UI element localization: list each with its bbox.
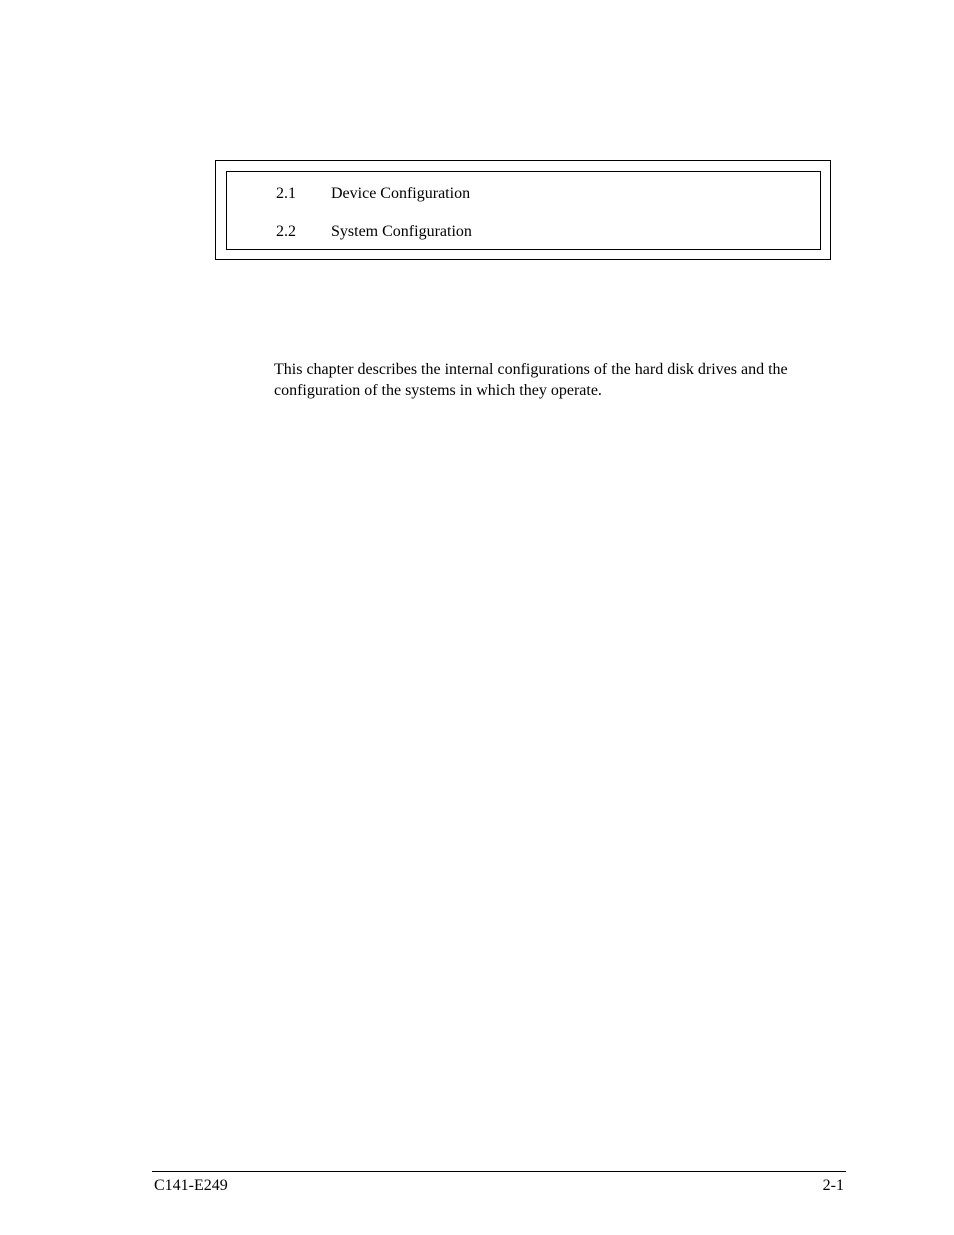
- footer-page-number: 2-1: [822, 1177, 844, 1194]
- toc-item-number: 2.1: [276, 185, 296, 202]
- footer-document-id: C141-E249: [154, 1177, 228, 1194]
- toc-item-title: System Configuration: [331, 223, 472, 240]
- footer-divider: [152, 1171, 846, 1172]
- toc-item-device-configuration: [276, 184, 470, 204]
- toc-item-system-configuration: [276, 222, 472, 242]
- chapter-intro-paragraph: This chapter describes the internal configurations of the hard disk drives and the configuration of the systems in which they operate.: [274, 361, 788, 399]
- toc-item-title: Device Configuration: [331, 185, 471, 202]
- toc-item-number: 2.2: [276, 223, 296, 240]
